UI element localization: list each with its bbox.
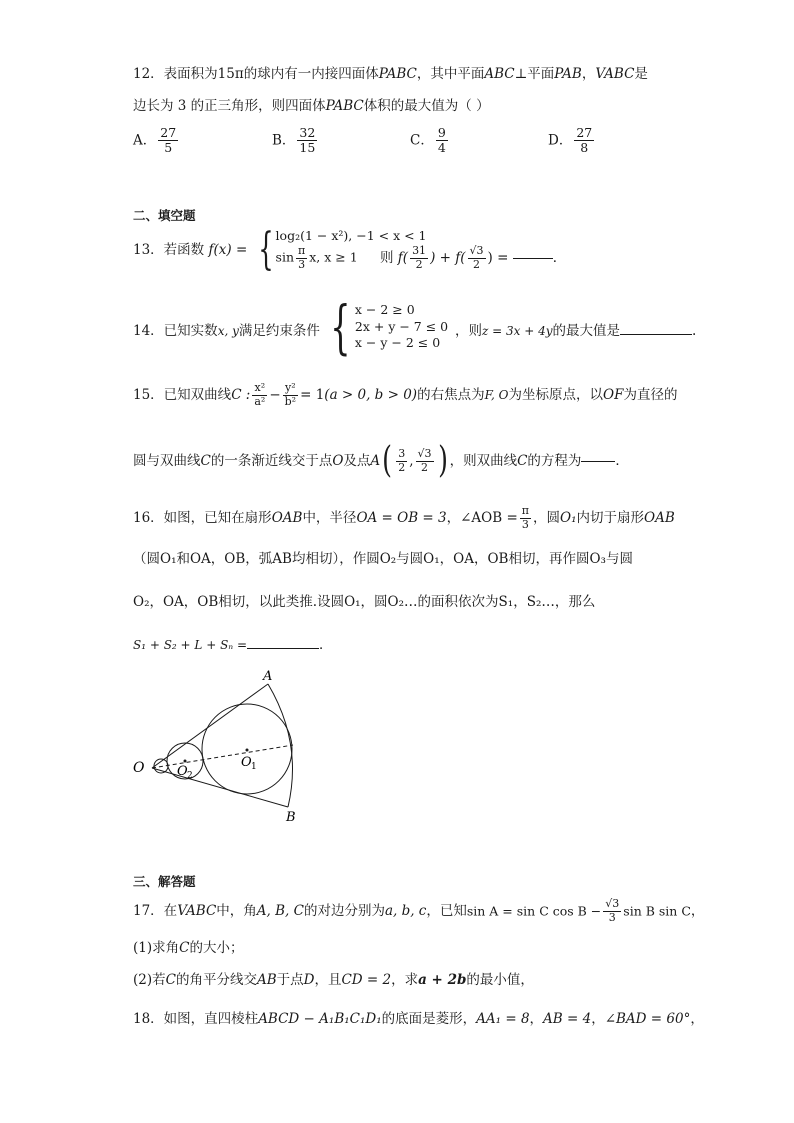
q18-line1: 18．如图，直四棱柱ABCD − A₁B₁C₁D₁的底面是菱形，AA₁ = 8，AB = 4，∠BAD = 60°， — [133, 1011, 704, 1027]
q16-answer-blank — [247, 648, 319, 649]
q14-constraints: { x − 2 ≥ 0 2x + y − 7 ≤ 0 x − y − 2 ≤ 0 — [330, 293, 449, 361]
q14-objective: ，则z = 3x + 4y的最大值是 . — [455, 323, 697, 339]
label-o: O — [133, 760, 145, 776]
q12-option-d: D． $\frac{27}{8}$ — [548, 125, 593, 156]
label-o2: O — [177, 764, 188, 779]
q13: 13．若函数 f(x) = { log₂(1 − x²), −1 < x < 1 sin $\frac{\pi}{3}$ x, x ≥ 1 — [133, 224, 427, 275]
q13-brace: { — [257, 224, 274, 275]
arc-ab — [268, 684, 293, 807]
label-b: B — [286, 810, 296, 825]
section-fill-in-title: 二、填空题 — [133, 208, 196, 223]
q13-expression: 则 f( $\frac{31}{2}$ ) + f( $\frac{√3}{2}$ ) = ． — [380, 244, 567, 271]
label-o1: O — [241, 755, 252, 770]
center-o2 — [184, 760, 187, 763]
q16-line2: （圆O₁和OA，OB，弧AB均相切），作圆O₂与圆O₁，OA，OB相切，再作圆O₃与圆 — [133, 551, 633, 567]
q12-line1: 12．表面积为15π的球内有一内接四面体PABC，其中平面ABC⊥平面PAB，VABC是 — [133, 66, 648, 82]
label-o1-sub: 1 — [251, 762, 257, 772]
q13-answer-blank — [513, 258, 553, 259]
q16-line1: 16．如图，已知在扇形OAB中，半径OA = OB = 3，∠AOB = $\frac{\pi}{3}$ ，圆O₁内切于扇形OAB — [133, 504, 675, 531]
q16-line3: O₂，OA，OB相切，以此类推.设圆O₁，圆O₂…的面积依次为S₁，S₂…，那么 — [133, 594, 596, 610]
q12-line2: 边长为 3 的正三角形，则四面体PABC体积的最大值为（ ） — [133, 98, 490, 114]
q15-line1: 15．已知双曲线C : $\frac{\text{x²}}{\text{a²}}$ − $\frac{\text{y²}}{\text{b²}}$ = 1(a > 0, b > 0)的右焦点为F, O为坐标原点，以OF为直径的 — [133, 381, 678, 408]
q14-answer-blank — [620, 334, 692, 335]
q12-option-c: C． $\frac{9}{4}$ — [410, 125, 446, 156]
q15-answer-blank — [581, 461, 615, 462]
sector-figure — [125, 665, 325, 825]
q14-prefix: 14．已知实数x, y满足约束条件 — [133, 323, 320, 339]
label-o2-sub: 2 — [187, 771, 193, 781]
q17-part2: (2)若C的角平分线交AB于点D，且CD = 2，求a + 2b的最小值， — [133, 972, 534, 988]
bisector-dashed — [152, 745, 293, 768]
label-a: A — [263, 669, 273, 684]
q17-part1: (1)求角C的大小； — [133, 940, 244, 956]
center-o1 — [246, 749, 249, 752]
q16-line4: S₁ + S₂ + L + Sₙ = ． — [133, 637, 333, 653]
q12-option-a: A． $\frac{27}{5}$ — [133, 125, 177, 156]
section-solve-title: 三、解答题 — [133, 874, 196, 889]
q12-option-b: B． $\frac{32}{15}$ — [272, 125, 316, 156]
q15-line2: 圆与双曲线C的一条渐近线交于点O及点A( $\frac{3}{2}$ , $\frac{√3}{2}$ ) ，则双曲线C的方程为 ． — [133, 440, 629, 481]
q17-line1: 17．在VABC中，角A, B, C的对边分别为a, b, c，已知sin A = sin C cos B − $\frac{√3}{3}$ sin B sin C， — [133, 897, 705, 924]
